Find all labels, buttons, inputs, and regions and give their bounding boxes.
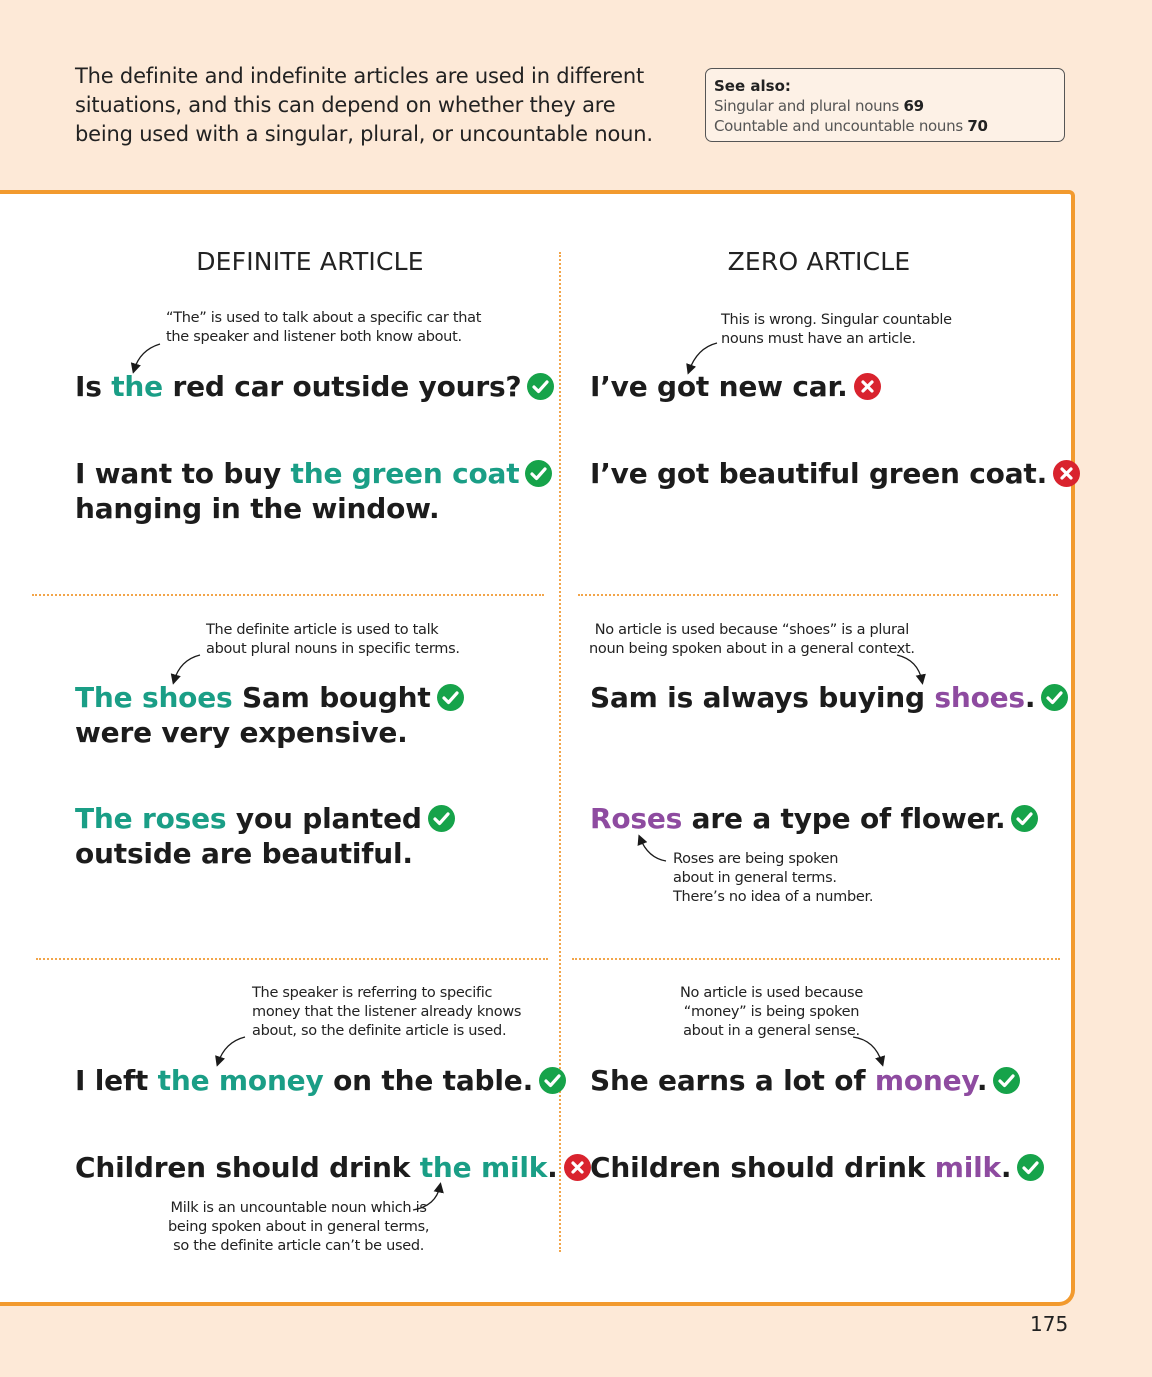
example-sentence <box>75 680 464 750</box>
sentence-text: I want to buy <box>75 457 291 490</box>
see-also-link-countable-uncountable[interactable] <box>714 116 1056 136</box>
example-sentence <box>590 369 881 404</box>
see-also-label: Countable and uncountable nouns <box>714 117 968 135</box>
note-line: “money” is being spoken <box>683 1004 860 1020</box>
sentence-text: She earns a lot of <box>590 1064 875 1097</box>
see-also-page: 69 <box>903 97 924 115</box>
see-also-box <box>705 68 1065 142</box>
highlighted-article: the milk <box>419 1151 548 1184</box>
row-divider <box>578 594 1058 596</box>
sentence-text: I’ve got new car. <box>590 370 848 403</box>
note-line: “The” is used to talk about a specific car that <box>166 310 482 326</box>
example-sentence <box>590 1063 1020 1098</box>
sentence-text: are a type of flower. <box>682 802 1006 835</box>
row-divider <box>36 958 548 960</box>
note-line: The speaker is referring to specific <box>252 985 493 1001</box>
note-line: about, so the definite article is used. <box>252 1023 507 1039</box>
sentence-text: you planted <box>226 802 422 835</box>
example-sentence <box>590 801 1038 836</box>
highlighted-article: the green coat <box>290 457 520 490</box>
row-divider <box>572 958 1060 960</box>
example-sentence <box>75 801 455 871</box>
sentence-text: Sam bought <box>232 681 431 714</box>
sentence-text: red car outside yours? <box>162 370 522 403</box>
column-divider <box>559 252 561 1252</box>
note-line: No article is used because “shoes” is a plural <box>594 622 909 638</box>
sentence-text: on the table. <box>323 1064 534 1097</box>
intro-line: situations, and this can depend on whether they are <box>75 93 616 117</box>
sentence-text: Children should drink <box>590 1151 935 1184</box>
sentence-text: . <box>547 1151 558 1184</box>
example-sentence <box>75 369 554 404</box>
annotation-note <box>589 621 915 659</box>
example-sentence <box>590 1150 1044 1185</box>
row-divider <box>32 594 544 596</box>
see-also-title: See also: <box>714 77 791 95</box>
note-line: This is wrong. Singular countable <box>721 312 952 328</box>
see-also-link-singular-plural[interactable] <box>714 96 1056 116</box>
highlighted-noun: money <box>874 1064 977 1097</box>
intro-line: The definite and indefinite articles are used in different <box>75 64 644 88</box>
highlighted-article: the <box>111 370 163 403</box>
sentence-text: Is <box>75 370 112 403</box>
example-sentence <box>590 456 1080 491</box>
sentence-text: were very expensive. <box>75 716 408 749</box>
check-circle-icon <box>428 805 455 832</box>
highlighted-article: the money <box>157 1064 324 1097</box>
annotation-note <box>206 621 460 659</box>
check-circle-icon <box>1017 1154 1044 1181</box>
check-circle-icon <box>525 460 552 487</box>
example-sentence <box>75 1063 566 1098</box>
sentence-text: I left <box>75 1064 158 1097</box>
sentence-text: outside are beautiful. <box>75 837 413 870</box>
annotation-note <box>673 850 873 907</box>
check-circle-icon <box>437 684 464 711</box>
check-circle-icon <box>993 1067 1020 1094</box>
note-line: There’s no idea of a number. <box>673 889 874 905</box>
note-line: noun being spoken about in a general context. <box>589 641 915 657</box>
note-line: about in a general sense. <box>683 1023 860 1039</box>
note-line: money that the listener already knows <box>252 1004 522 1020</box>
cross-circle-icon <box>854 373 881 400</box>
annotation-note <box>721 311 952 349</box>
highlighted-article: The roses <box>75 802 227 835</box>
note-line: about plural nouns in specific terms. <box>206 641 460 657</box>
check-circle-icon <box>1041 684 1068 711</box>
sentence-text: Children should drink <box>75 1151 420 1184</box>
intro-line: being used with a singular, plural, or uncountable noun. <box>75 122 653 146</box>
note-line: No article is used because <box>680 985 863 1001</box>
check-circle-icon <box>539 1067 566 1094</box>
example-sentence <box>75 456 552 526</box>
note-line: nouns must have an article. <box>721 331 916 347</box>
example-sentence <box>75 1150 591 1185</box>
note-line: Roses are being spoken <box>673 851 839 867</box>
highlighted-article: The shoes <box>75 681 233 714</box>
annotation-note <box>680 984 863 1041</box>
note-line: the speaker and listener both know about. <box>166 329 462 345</box>
page-number: 175 <box>1030 1312 1069 1336</box>
annotation-note <box>166 309 481 347</box>
heading-definite-article: DEFINITE ARTICLE <box>196 247 424 276</box>
note-line: The definite article is used to talk <box>206 622 439 638</box>
see-also-label: Singular and plural nouns <box>714 97 904 115</box>
cross-circle-icon <box>1053 460 1080 487</box>
highlighted-noun: Roses <box>590 802 683 835</box>
highlighted-noun: milk <box>934 1151 1001 1184</box>
sentence-text: Sam is always buying <box>590 681 935 714</box>
intro-text <box>75 62 675 149</box>
sentence-text: . <box>976 1064 988 1097</box>
sentence-text: I’ve got beautiful green coat. <box>590 457 1048 490</box>
heading-zero-article: ZERO ARTICLE <box>727 247 911 276</box>
sentence-text: hanging in the window. <box>75 492 440 525</box>
note-line: Milk is an uncountable noun which is <box>170 1200 427 1216</box>
annotation-note <box>252 984 521 1041</box>
highlighted-noun: shoes <box>934 681 1025 714</box>
see-also-page: 70 <box>967 117 988 135</box>
check-circle-icon <box>1011 805 1038 832</box>
check-circle-icon <box>527 373 554 400</box>
note-line: about in general terms. <box>673 870 837 886</box>
sentence-text: . <box>1000 1151 1012 1184</box>
note-line: so the definite article can’t be used. <box>173 1238 425 1254</box>
annotation-note <box>168 1199 429 1256</box>
cross-circle-icon <box>564 1154 591 1181</box>
sentence-text: . <box>1024 681 1036 714</box>
example-sentence <box>590 680 1068 715</box>
note-line: being spoken about in general terms, <box>168 1219 430 1235</box>
